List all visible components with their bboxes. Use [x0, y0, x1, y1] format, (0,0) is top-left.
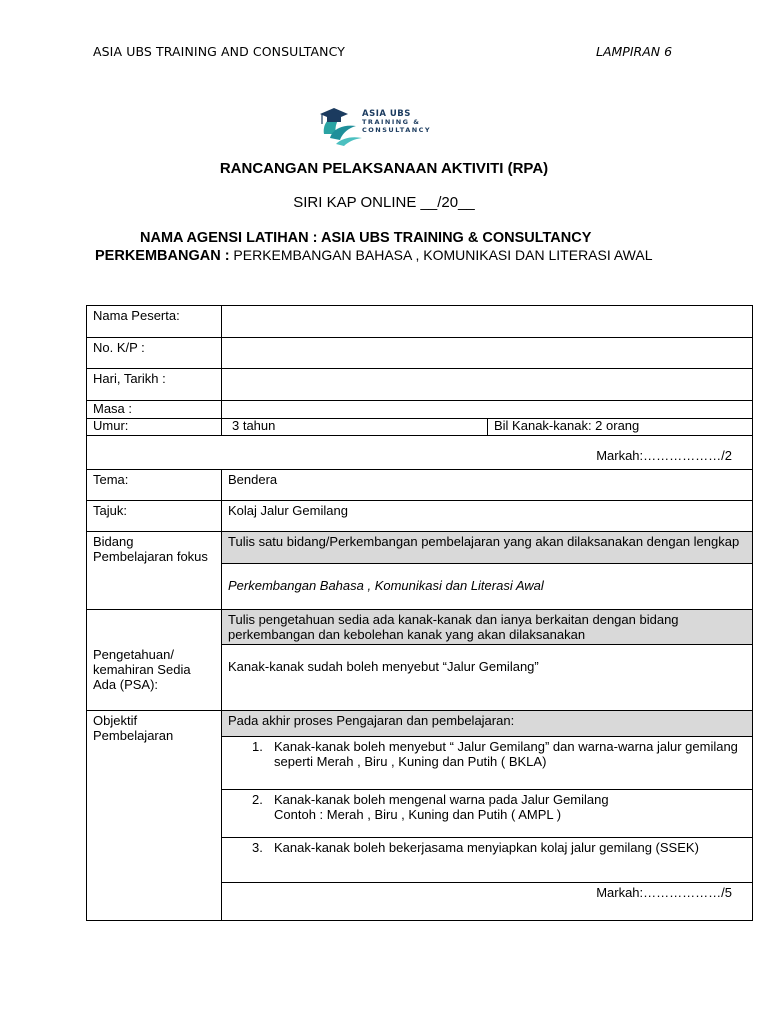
logo-line-2: TRAINING & [362, 118, 421, 126]
objektif-item-1-number: 1. [252, 739, 263, 754]
hari-tarikh-label: Hari, Tarikh : [87, 369, 222, 401]
bidang-hint: Tulis satu bidang/Perkembangan pembelajaran yang akan dilaksanakan dengan lengkap [222, 532, 753, 564]
graduation-cap-icon [316, 104, 364, 148]
kp-field[interactable] [222, 338, 753, 369]
tema-label: Tema: [87, 470, 222, 501]
umur-value: 3 tahun [222, 419, 488, 436]
markah-1: Markah:………………/2 [87, 436, 753, 470]
header-lampiran: LAMPIRAN 6 [596, 44, 673, 59]
tajuk-value: Kolaj Jalur Gemilang [222, 501, 753, 532]
objektif-item-2 [222, 790, 753, 838]
bidang-label: Bidang Pembelajaran fokus [87, 532, 222, 610]
psa-hint: Tulis pengetahuan sedia ada kanak-kanak dan ianya berkaitan dengan bidang perkembangan dan kebolehan kanak yang akan dilaksanakan [222, 610, 753, 645]
tema-value: Bendera [222, 470, 753, 501]
logo-line-3: CONSULTANCY [362, 126, 432, 134]
nama-peserta-label: Nama Peserta: [87, 306, 222, 338]
perkembangan-value: PERKEMBANGAN BAHASA , KOMUNIKASI DAN LITERASI AWAL [233, 247, 653, 263]
nama-peserta-field[interactable] [222, 306, 753, 338]
psa-value: Kanak-kanak sudah boleh menyebut “Jalur Gemilang” [222, 645, 753, 711]
objektif-item-1-text: Kanak-kanak boleh menyebut “ Jalur Gemilang” dan warna-warna jalur gemilang seperti Merah , Biru , Kuning dan Putih ( BKLA) [274, 739, 738, 769]
kp-label: No. K/P : [87, 338, 222, 369]
masa-label: Masa : [87, 401, 222, 419]
objektif-item-1 [222, 737, 753, 790]
agensi-line: NAMA AGENSI LATIHAN : ASIA UBS TRAINING & CONSULTANCY [140, 230, 592, 246]
masa-field[interactable] [222, 401, 753, 419]
hari-tarikh-field[interactable] [222, 369, 753, 401]
markah-2: Markah:………………/5 [222, 883, 753, 921]
header-organization: ASIA UBS TRAINING AND CONSULTANCY [93, 44, 345, 59]
objektif-label: Objektif Pembelajaran [87, 711, 222, 921]
objektif-item-3-number: 3. [252, 840, 263, 855]
perkembangan-line [95, 247, 653, 264]
psa-label: Pengetahuan/ kemahiran Sedia Ada (PSA): [87, 610, 222, 711]
objektif-hint: Pada akhir proses Pengajaran dan pembelajaran: [222, 711, 753, 737]
perkembangan-label: PERKEMBANGAN : [95, 248, 230, 264]
umur-label: Umur: [87, 419, 222, 436]
bidang-value: Perkembangan Bahasa , Komunikasi dan Literasi Awal [222, 564, 753, 610]
bil-kanak-value: Bil Kanak-kanak: 2 orang [488, 419, 753, 436]
logo-line-1: ASIA UBS [362, 109, 411, 119]
document-title: RANCANGAN PELAKSANAAN AKTIVITI (RPA) [219, 160, 549, 177]
objektif-item-3 [222, 838, 753, 883]
asia-ubs-logo [316, 104, 456, 152]
objektif-item-2-text: Kanak-kanak boleh mengenal warna pada Jalur Gemilang [274, 792, 609, 807]
objektif-item-2-number: 2. [252, 792, 263, 807]
objektif-item-3-text: Kanak-kanak boleh bekerjasama menyiapkan kolaj jalur gemilang (SSEK) [274, 840, 699, 855]
rpa-form-table [86, 305, 753, 921]
siri-line: SIRI KAP ONLINE __/20__ [293, 194, 475, 211]
objektif-item-2-example: Contoh : Merah , Biru , Kuning dan Putih ( AMPL ) [274, 807, 562, 822]
tajuk-label: Tajuk: [87, 501, 222, 532]
